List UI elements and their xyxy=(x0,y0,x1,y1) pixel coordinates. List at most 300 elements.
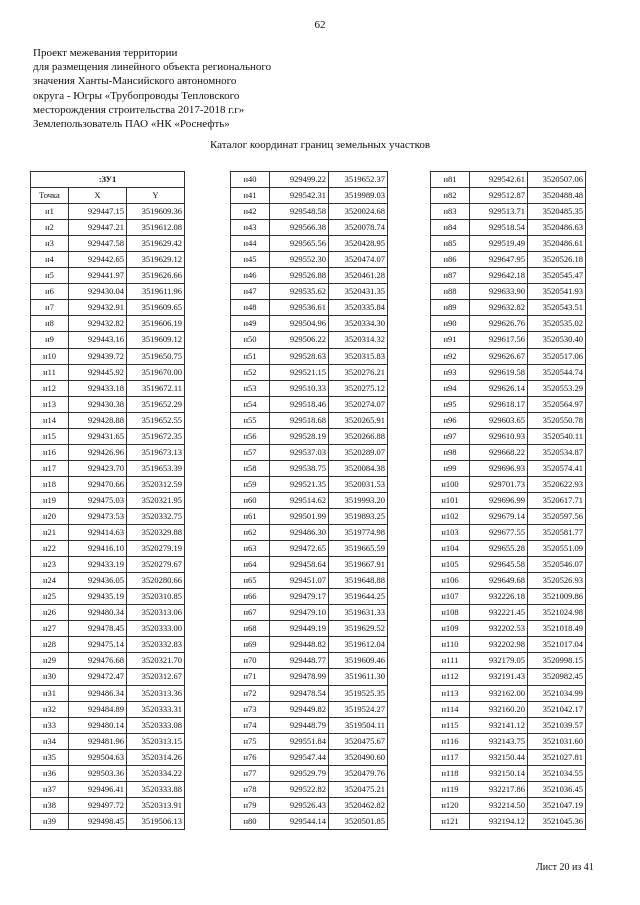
x-cell: 929504.96 xyxy=(270,316,329,332)
y-cell: 3520581.77 xyxy=(528,525,586,541)
table-row xyxy=(231,765,388,781)
y-cell: 3519609.12 xyxy=(127,332,185,348)
table-row xyxy=(31,316,185,332)
table-row xyxy=(231,252,388,268)
table-row xyxy=(31,701,185,717)
point-cell: н46 xyxy=(231,268,270,284)
y-cell: 3520982.45 xyxy=(528,669,586,685)
table-row xyxy=(431,717,586,733)
x-cell: 929518.46 xyxy=(270,396,329,412)
table-row xyxy=(431,813,586,829)
point-cell: н67 xyxy=(231,605,270,621)
point-cell: н88 xyxy=(431,284,470,300)
y-cell: 3520333.88 xyxy=(127,781,185,797)
x-cell: 929551.84 xyxy=(270,733,329,749)
table-row xyxy=(31,541,185,557)
point-cell: н39 xyxy=(31,813,69,829)
point-cell: н104 xyxy=(431,541,470,557)
y-cell: 3520315.83 xyxy=(329,348,388,364)
table-row xyxy=(31,573,185,589)
header-line: Землепользователь ПАО «НК «Роснефть» xyxy=(33,118,230,131)
table-row xyxy=(31,268,185,284)
x-cell: 929529.79 xyxy=(270,765,329,781)
x-cell: 929696.93 xyxy=(470,460,528,476)
table-row xyxy=(31,621,185,637)
x-cell: 929486.30 xyxy=(270,525,329,541)
y-cell: 3520574.41 xyxy=(528,460,586,476)
point-cell: н82 xyxy=(431,188,470,204)
y-cell: 3520485.35 xyxy=(528,204,586,220)
table-row xyxy=(431,284,586,300)
x-cell: 929476.68 xyxy=(69,653,127,669)
column-header-point: Точка xyxy=(31,188,69,204)
point-cell: н19 xyxy=(31,492,69,508)
x-cell: 932202.98 xyxy=(470,637,528,653)
x-cell: 932202.53 xyxy=(470,621,528,637)
header-line: значения Ханты-Мансийского автономного xyxy=(33,75,237,88)
y-cell: 3520540.11 xyxy=(528,428,586,444)
point-cell: н120 xyxy=(431,797,470,813)
table-row xyxy=(231,172,388,188)
y-cell: 3520313.91 xyxy=(127,797,185,813)
y-cell: 3519670.00 xyxy=(127,364,185,380)
point-cell: н44 xyxy=(231,236,270,252)
x-cell: 932162.00 xyxy=(470,685,528,701)
y-cell: 3521017.04 xyxy=(528,637,586,653)
table-row xyxy=(431,204,586,220)
x-cell: 929499.22 xyxy=(270,172,329,188)
table-row xyxy=(231,589,388,605)
point-cell: н108 xyxy=(431,605,470,621)
x-cell: 929416.10 xyxy=(69,541,127,557)
point-cell: н24 xyxy=(31,573,69,589)
table-row xyxy=(231,332,388,348)
y-cell: 3520998.15 xyxy=(528,653,586,669)
point-cell: н70 xyxy=(231,653,270,669)
y-cell: 3520078.74 xyxy=(329,220,388,236)
y-cell: 3520486.61 xyxy=(528,236,586,252)
point-cell: н65 xyxy=(231,573,270,589)
table-row xyxy=(431,316,586,332)
table-row xyxy=(431,460,586,476)
y-cell: 3520275.12 xyxy=(329,380,388,396)
table-row xyxy=(431,701,586,717)
x-cell: 929439.72 xyxy=(69,348,127,364)
point-cell: н37 xyxy=(31,781,69,797)
y-cell: 3520479.76 xyxy=(329,765,388,781)
y-cell: 3520622.93 xyxy=(528,476,586,492)
x-cell: 932179.05 xyxy=(470,653,528,669)
y-cell: 3519612.04 xyxy=(329,637,388,653)
table-row xyxy=(231,669,388,685)
point-cell: н32 xyxy=(31,701,69,717)
table-row xyxy=(231,733,388,749)
header-line: месторождения строительства 2017-2018 г.г» xyxy=(33,103,245,116)
y-cell: 3521018.49 xyxy=(528,621,586,637)
y-cell: 3519989.03 xyxy=(329,188,388,204)
point-cell: н52 xyxy=(231,364,270,380)
table-row xyxy=(231,557,388,573)
point-cell: н21 xyxy=(31,525,69,541)
x-cell: 932226.18 xyxy=(470,589,528,605)
table-row xyxy=(231,476,388,492)
y-cell: 3520526.18 xyxy=(528,252,586,268)
table-row xyxy=(431,380,586,396)
point-cell: н75 xyxy=(231,733,270,749)
y-cell: 3519652.55 xyxy=(127,412,185,428)
x-cell: 929513.71 xyxy=(470,204,528,220)
table-row xyxy=(31,508,185,524)
table-row xyxy=(231,236,388,252)
point-cell: н117 xyxy=(431,749,470,765)
table-row xyxy=(31,428,185,444)
y-cell: 3520280.66 xyxy=(127,573,185,589)
y-cell: 3520312.59 xyxy=(127,476,185,492)
point-cell: н15 xyxy=(31,428,69,444)
table-row xyxy=(431,621,586,637)
y-cell: 3519653.39 xyxy=(127,460,185,476)
table-row xyxy=(231,188,388,204)
x-cell: 929668.22 xyxy=(470,444,528,460)
y-cell: 3519525.35 xyxy=(329,685,388,701)
table-row xyxy=(31,348,185,364)
y-cell: 3520486.63 xyxy=(528,220,586,236)
point-cell: н64 xyxy=(231,557,270,573)
x-cell: 929432.91 xyxy=(69,300,127,316)
x-cell: 929642.18 xyxy=(470,268,528,284)
point-cell: н101 xyxy=(431,492,470,508)
point-cell: н8 xyxy=(31,316,69,332)
table-row xyxy=(431,476,586,492)
point-cell: н66 xyxy=(231,589,270,605)
x-cell: 929632.82 xyxy=(470,300,528,316)
x-cell: 929528.19 xyxy=(270,428,329,444)
y-cell: 3521027.81 xyxy=(528,749,586,765)
point-cell: н94 xyxy=(431,380,470,396)
x-cell: 929514.62 xyxy=(270,492,329,508)
x-cell: 929432.82 xyxy=(69,316,127,332)
point-cell: н51 xyxy=(231,348,270,364)
y-cell: 3520279.67 xyxy=(127,557,185,573)
point-cell: н41 xyxy=(231,188,270,204)
catalog-title: Каталог координат границ земельных участков xyxy=(209,139,431,151)
project-header xyxy=(33,46,271,131)
table-row xyxy=(31,557,185,573)
point-cell: н92 xyxy=(431,348,470,364)
y-cell: 3519893.25 xyxy=(329,508,388,524)
table-row xyxy=(31,669,185,685)
table-row xyxy=(431,348,586,364)
x-cell: 929479.10 xyxy=(270,605,329,621)
table-row xyxy=(231,541,388,557)
point-cell: н38 xyxy=(31,797,69,813)
point-cell: н93 xyxy=(431,364,470,380)
x-cell: 929536.61 xyxy=(270,300,329,316)
point-cell: н95 xyxy=(431,396,470,412)
y-cell: 3520310.85 xyxy=(127,589,185,605)
y-cell: 3519612.08 xyxy=(127,220,185,236)
y-cell: 3520329.88 xyxy=(127,525,185,541)
x-cell: 929679.14 xyxy=(470,508,528,524)
table-row xyxy=(231,316,388,332)
x-cell: 929526.43 xyxy=(270,797,329,813)
table-row xyxy=(231,653,388,669)
point-cell: н18 xyxy=(31,476,69,492)
point-cell: н30 xyxy=(31,669,69,685)
y-cell: 3521045.36 xyxy=(528,813,586,829)
y-cell: 3520544.74 xyxy=(528,364,586,380)
parcel-row xyxy=(31,172,185,188)
point-cell: н110 xyxy=(431,637,470,653)
x-cell: 932160.20 xyxy=(470,701,528,717)
y-cell: 3520084.38 xyxy=(329,460,388,476)
table-row xyxy=(231,412,388,428)
header-line: округа - Югры «Трубопроводы Тепловского xyxy=(33,89,240,102)
table-row xyxy=(31,813,185,829)
table-row xyxy=(31,589,185,605)
x-cell: 929472.65 xyxy=(270,541,329,557)
y-cell: 3519609.36 xyxy=(127,204,185,220)
point-cell: н11 xyxy=(31,364,69,380)
table-row xyxy=(231,396,388,412)
table-row xyxy=(31,781,185,797)
table-row xyxy=(431,525,586,541)
x-cell: 929445.92 xyxy=(69,364,127,380)
table-row xyxy=(31,653,185,669)
x-cell: 929526.88 xyxy=(270,268,329,284)
y-cell: 3519672.11 xyxy=(127,380,185,396)
x-cell: 929448.77 xyxy=(270,653,329,669)
x-cell: 929475.14 xyxy=(69,637,127,653)
x-cell: 929430.04 xyxy=(69,284,127,300)
y-cell: 3519629.52 xyxy=(329,621,388,637)
x-cell: 929497.72 xyxy=(69,797,127,813)
y-cell: 3520266.88 xyxy=(329,428,388,444)
table-row xyxy=(231,220,388,236)
table-row xyxy=(431,508,586,524)
point-cell: н45 xyxy=(231,252,270,268)
x-cell: 929542.31 xyxy=(270,188,329,204)
point-cell: н61 xyxy=(231,508,270,524)
x-cell: 932150.14 xyxy=(470,765,528,781)
y-cell: 3520530.40 xyxy=(528,332,586,348)
y-cell: 3520335.84 xyxy=(329,300,388,316)
x-cell: 929537.03 xyxy=(270,444,329,460)
point-cell: н50 xyxy=(231,332,270,348)
y-cell: 3520475.67 xyxy=(329,733,388,749)
point-cell: н14 xyxy=(31,412,69,428)
y-cell: 3520313.15 xyxy=(127,733,185,749)
point-cell: н112 xyxy=(431,669,470,685)
point-cell: н114 xyxy=(431,701,470,717)
x-cell: 932221.45 xyxy=(470,605,528,621)
x-cell: 929655.28 xyxy=(470,541,528,557)
point-cell: н49 xyxy=(231,316,270,332)
x-cell: 929603.65 xyxy=(470,412,528,428)
y-cell: 3520474.07 xyxy=(329,252,388,268)
table-row xyxy=(431,252,586,268)
point-cell: н97 xyxy=(431,428,470,444)
table-row xyxy=(431,412,586,428)
x-cell: 929547.44 xyxy=(270,749,329,765)
x-cell: 929458.64 xyxy=(270,557,329,573)
point-cell: н58 xyxy=(231,460,270,476)
y-cell: 3520313.06 xyxy=(127,605,185,621)
x-cell: 932150.44 xyxy=(470,749,528,765)
table-row xyxy=(31,460,185,476)
x-cell: 929447.21 xyxy=(69,220,127,236)
y-cell: 3520332.83 xyxy=(127,637,185,653)
x-cell: 929449.19 xyxy=(270,621,329,637)
y-cell: 3520597.56 xyxy=(528,508,586,524)
table-row xyxy=(431,541,586,557)
table-row xyxy=(431,396,586,412)
coordinate-table-2 xyxy=(230,171,388,830)
table-row xyxy=(231,621,388,637)
point-cell: н13 xyxy=(31,396,69,412)
y-cell: 3520535.02 xyxy=(528,316,586,332)
table-row xyxy=(31,749,185,765)
table-row xyxy=(231,797,388,813)
x-cell: 929626.14 xyxy=(470,380,528,396)
y-cell: 3519611.30 xyxy=(329,669,388,685)
x-cell: 929645.58 xyxy=(470,557,528,573)
point-cell: н79 xyxy=(231,797,270,813)
table-row xyxy=(231,444,388,460)
x-cell: 929470.66 xyxy=(69,476,127,492)
x-cell: 929617.56 xyxy=(470,332,528,348)
x-cell: 929565.56 xyxy=(270,236,329,252)
x-cell: 929522.82 xyxy=(270,781,329,797)
table-row xyxy=(431,669,586,685)
x-cell: 929548.58 xyxy=(270,204,329,220)
table-row xyxy=(231,204,388,220)
point-cell: н78 xyxy=(231,781,270,797)
x-cell: 929701.73 xyxy=(470,476,528,492)
x-cell: 929677.55 xyxy=(470,525,528,541)
x-cell: 932214.50 xyxy=(470,797,528,813)
table-row xyxy=(231,492,388,508)
table-row xyxy=(431,781,586,797)
table-row xyxy=(431,444,586,460)
point-cell: н2 xyxy=(31,220,69,236)
table-row xyxy=(431,188,586,204)
point-cell: н57 xyxy=(231,444,270,460)
header-line: для размещения линейного объекта регионального xyxy=(33,61,272,74)
y-cell: 3519665.59 xyxy=(329,541,388,557)
x-cell: 929696.99 xyxy=(470,492,528,508)
y-cell: 3520546.07 xyxy=(528,557,586,573)
table-row xyxy=(31,236,185,252)
y-cell: 3520461.28 xyxy=(329,268,388,284)
x-cell: 929496.41 xyxy=(69,781,127,797)
y-cell: 3520276.21 xyxy=(329,364,388,380)
table-row xyxy=(31,717,185,733)
point-cell: н56 xyxy=(231,428,270,444)
x-cell: 929518.54 xyxy=(470,220,528,236)
y-cell: 3519650.75 xyxy=(127,348,185,364)
x-cell: 932217.86 xyxy=(470,781,528,797)
y-cell: 3519609.46 xyxy=(329,653,388,669)
point-cell: н91 xyxy=(431,332,470,348)
table-row xyxy=(31,396,185,412)
table-row xyxy=(431,236,586,252)
y-cell: 3520265.91 xyxy=(329,412,388,428)
x-cell: 929504.63 xyxy=(69,749,127,765)
point-cell: н81 xyxy=(431,172,470,188)
point-cell: н71 xyxy=(231,669,270,685)
point-cell: н42 xyxy=(231,204,270,220)
x-cell: 929479.17 xyxy=(270,589,329,605)
point-cell: н40 xyxy=(231,172,270,188)
table-row xyxy=(31,797,185,813)
table-row xyxy=(431,428,586,444)
y-cell: 3519644.25 xyxy=(329,589,388,605)
y-cell: 3519631.33 xyxy=(329,605,388,621)
point-cell: н12 xyxy=(31,380,69,396)
point-cell: н116 xyxy=(431,733,470,749)
point-cell: н105 xyxy=(431,557,470,573)
point-cell: н9 xyxy=(31,332,69,348)
x-cell: 929618.17 xyxy=(470,396,528,412)
table-row xyxy=(431,172,586,188)
y-cell: 3520564.97 xyxy=(528,396,586,412)
y-cell: 3519629.12 xyxy=(127,252,185,268)
point-cell: н62 xyxy=(231,525,270,541)
x-cell: 929544.14 xyxy=(270,813,329,829)
x-cell: 929441.97 xyxy=(69,268,127,284)
point-cell: н96 xyxy=(431,412,470,428)
x-cell: 929435.19 xyxy=(69,589,127,605)
x-cell: 929518.68 xyxy=(270,412,329,428)
table-row xyxy=(231,717,388,733)
x-cell: 929447.15 xyxy=(69,204,127,220)
y-cell: 3520321.70 xyxy=(127,653,185,669)
x-cell: 929521.15 xyxy=(270,364,329,380)
x-cell: 929443.16 xyxy=(69,332,127,348)
y-cell: 3521031.60 xyxy=(528,733,586,749)
y-cell: 3519504.11 xyxy=(329,717,388,733)
x-cell: 929448.79 xyxy=(270,717,329,733)
point-cell: н84 xyxy=(431,220,470,236)
table-row xyxy=(431,557,586,573)
point-cell: н17 xyxy=(31,460,69,476)
x-cell: 929519.49 xyxy=(470,236,528,252)
x-cell: 929473.53 xyxy=(69,508,127,524)
y-cell: 3520312.67 xyxy=(127,669,185,685)
page-number: 62 xyxy=(314,19,326,31)
y-cell: 3520314.32 xyxy=(329,332,388,348)
y-cell: 3520543.51 xyxy=(528,300,586,316)
y-cell: 3520617.71 xyxy=(528,492,586,508)
y-cell: 3520534.87 xyxy=(528,444,586,460)
x-cell: 929480.14 xyxy=(69,717,127,733)
x-cell: 932143.75 xyxy=(470,733,528,749)
table-row xyxy=(431,220,586,236)
point-cell: н99 xyxy=(431,460,470,476)
point-cell: н26 xyxy=(31,605,69,621)
point-cell: н119 xyxy=(431,781,470,797)
y-cell: 3520550.78 xyxy=(528,412,586,428)
point-cell: н118 xyxy=(431,765,470,781)
point-cell: н86 xyxy=(431,252,470,268)
table-row xyxy=(431,492,586,508)
header-line: Проект межевания территории xyxy=(33,47,178,59)
x-cell: 929510.33 xyxy=(270,380,329,396)
y-cell: 3520431.35 xyxy=(329,284,388,300)
x-cell: 929484.89 xyxy=(69,701,127,717)
table-row xyxy=(231,813,388,829)
